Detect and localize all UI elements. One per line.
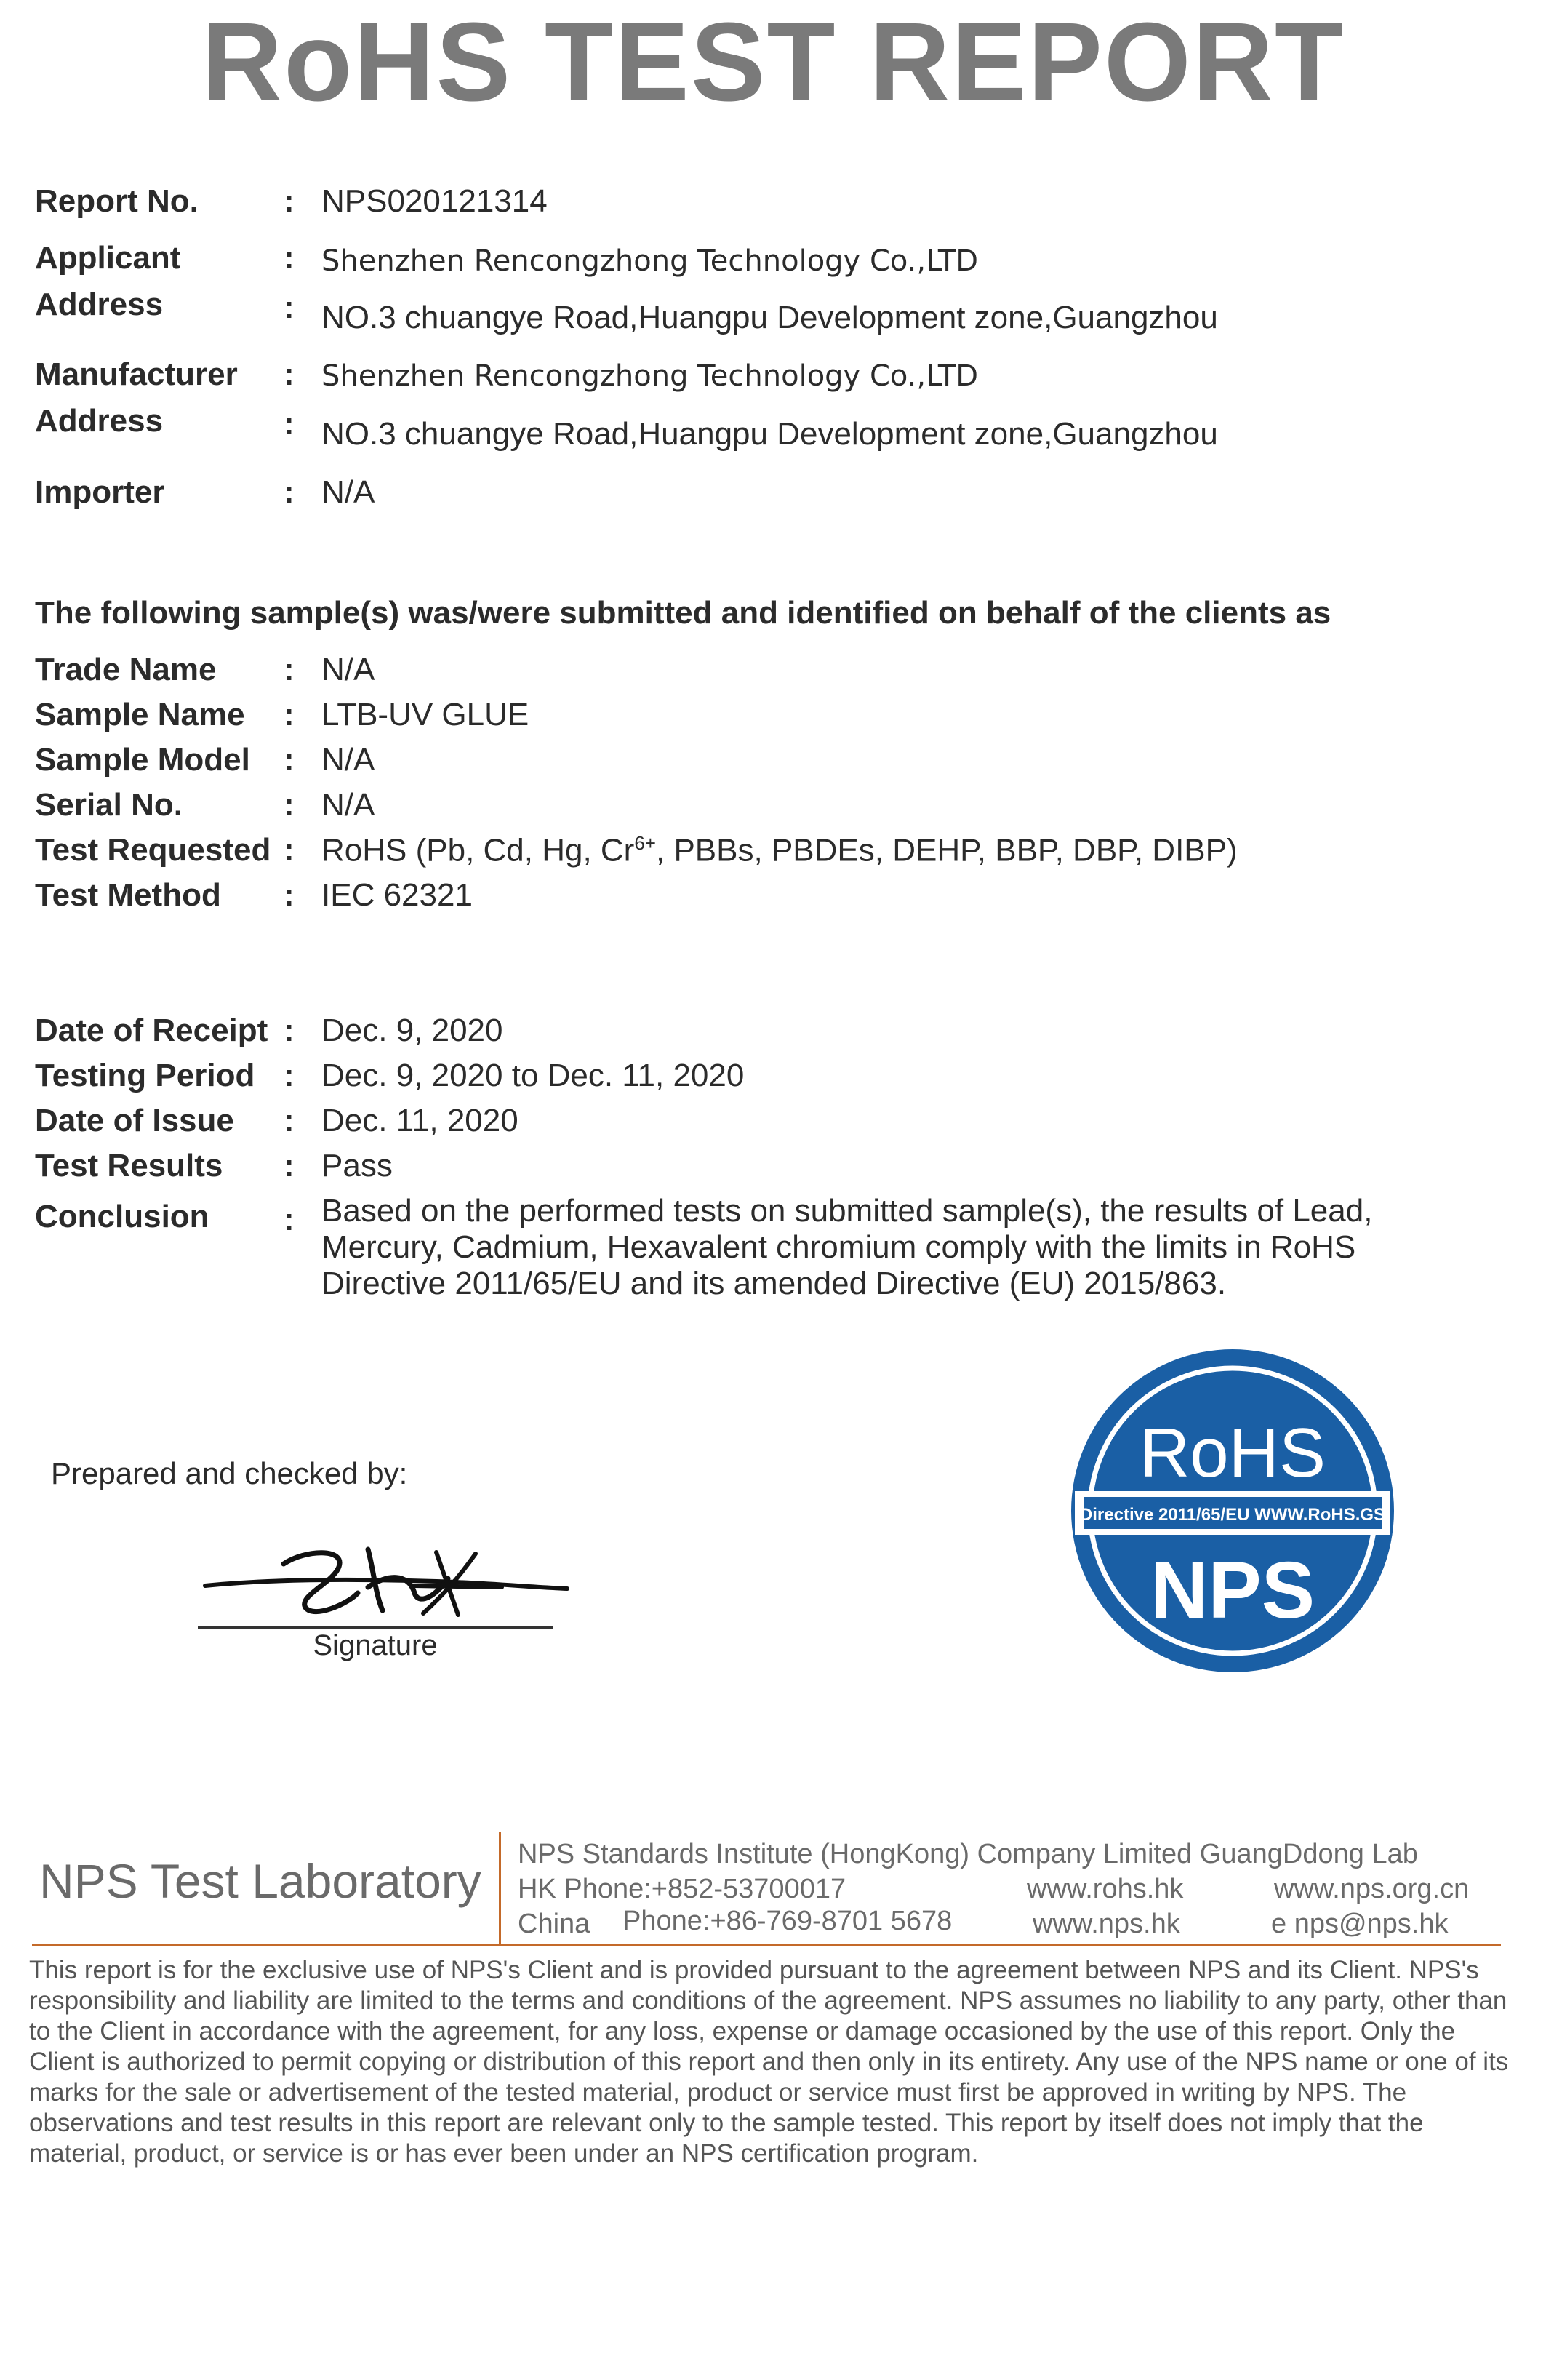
footer-rule	[32, 1944, 1501, 1946]
report-title: RoHS TEST REPORT	[201, 0, 1345, 124]
footer-china-phone: Phone:+86-769-8701 5678	[622, 1906, 953, 1936]
trade-name-label: Trade Name	[35, 652, 217, 687]
footer-divider	[499, 1832, 501, 1946]
colon: :	[284, 240, 295, 276]
seal-rohs-text: RoHS	[1139, 1414, 1326, 1492]
report-no-value: NPS020121314	[321, 183, 548, 219]
report-no-label: Report No.	[35, 183, 199, 219]
signature-image	[196, 1535, 574, 1629]
footer-hk-phone: HK Phone:+852-53700017	[518, 1874, 846, 1904]
rohs-seal-logo	[1069, 1347, 1396, 1674]
test-requested-label: Test Requested	[35, 832, 271, 868]
test-requested-text-rest: , PBBs, PBDEs, DEHP, BBP, DBP, DIBP)	[656, 832, 1238, 868]
test-method-value: IEC 62321	[321, 877, 473, 913]
colon: :	[284, 474, 295, 510]
colon: :	[284, 832, 295, 868]
disclaimer-text: This report is for the exclusive use of NPS's Client and is provided pursuant to the agreement between NPS and its Client. NPS's responsibility and liability are limited to the terms and conditions of the agreement. NPS assumes no liability to any party, other than to the Client in accordance with the agreement, for any loss, expense or damage occasioned by the use of this report. Only the Client is authorized to permit copying or distribution of this report and then only in its entirety. Any use of the NPS name or one of its marks for the sale or advertisement of the tested material, product or service must first be approved in writing by NPS. The observations and test results in this report are relevant only to the sample tested. This report by itself does not imply that the material, product, or service is or has ever been under an NPS certification program.	[29, 1956, 1509, 2168]
test-results-label: Test Results	[35, 1148, 223, 1183]
seal-directive-text: Directive 2011/65/EU WWW.RoHS.GS	[1079, 1505, 1386, 1525]
date-of-receipt-value: Dec. 9, 2020	[321, 1013, 503, 1048]
footer-china-web[interactable]: www.nps.hk	[1033, 1909, 1180, 1939]
prepared-by-label: Prepared and checked by:	[51, 1456, 408, 1490]
colon: :	[284, 1148, 295, 1183]
sample-model-value: N/A	[321, 742, 375, 778]
lab-name: NPS Test Laboratory	[39, 1854, 481, 1908]
sample-name-value: LTB-UV GLUE	[321, 697, 529, 732]
signature-line	[198, 1626, 553, 1629]
date-of-receipt-label: Date of Receipt	[35, 1013, 268, 1048]
footer-institute-line: NPS Standards Institute (HongKong) Company Limited GuangDdong Lab	[518, 1839, 1418, 1869]
colon: :	[284, 1058, 295, 1093]
importer-label: Importer	[35, 474, 165, 510]
colon: :	[284, 787, 295, 823]
serial-no-label: Serial No.	[35, 787, 183, 823]
date-of-issue-value: Dec. 11, 2020	[321, 1103, 518, 1138]
chromium-valence: 6+	[634, 832, 656, 854]
test-requested-text: RoHS (Pb, Cd, Hg, Cr	[321, 832, 635, 868]
colon: :	[284, 289, 295, 325]
manufacturer-address-label: Address	[35, 403, 164, 439]
sample-name-label: Sample Name	[35, 697, 245, 732]
colon: :	[284, 1202, 295, 1237]
applicant-address-label: Address	[35, 287, 164, 322]
date-of-issue-label: Date of Issue	[35, 1103, 234, 1138]
sample-section-heading: The following sample(s) was/were submitted and identified on behalf of the clients as	[35, 595, 1331, 631]
footer-email[interactable]: e nps@nps.hk	[1271, 1909, 1449, 1939]
seal-nps-text: NPS	[1150, 1546, 1315, 1635]
testing-period-label: Testing Period	[35, 1058, 255, 1093]
conclusion-label: Conclusion	[35, 1199, 209, 1234]
footer-hk-web2[interactable]: www.nps.org.cn	[1274, 1874, 1470, 1904]
test-results-value: Pass	[321, 1148, 393, 1183]
colon: :	[284, 877, 295, 913]
applicant-label: Applicant	[35, 240, 181, 276]
signature-caption: Signature	[313, 1629, 438, 1661]
manufacturer-label: Manufacturer	[35, 356, 238, 392]
manufacturer-address-value: NO.3 chuangye Road,Huangpu Development zone,Guangzhou	[321, 416, 1218, 452]
serial-no-value: N/A	[321, 787, 375, 823]
footer-hk-web[interactable]: www.rohs.hk	[1027, 1874, 1184, 1904]
colon: :	[284, 183, 295, 219]
colon: :	[284, 1013, 295, 1048]
manufacturer-value: Shenzhen Rencongzhong Technology Co.,LTD	[321, 359, 979, 393]
testing-period-value: Dec. 9, 2020 to Dec. 11, 2020	[321, 1058, 745, 1093]
colon: :	[284, 1103, 295, 1138]
footer-china-label: China	[518, 1909, 590, 1939]
conclusion-value: Based on the performed tests on submitted sample(s), the results of Lead, Mercury, Cadmium, Hexavalent chromium comply with the limits in RoHS Directive 2011/65/EU and its amended Directive (EU) 2015/863.	[321, 1193, 1373, 1301]
colon: :	[284, 697, 295, 732]
sample-model-label: Sample Model	[35, 742, 250, 778]
colon: :	[284, 652, 295, 687]
colon: :	[284, 356, 295, 392]
applicant-value: Shenzhen Rencongzhong Technology Co.,LTD	[321, 244, 979, 278]
applicant-address-value: NO.3 chuangye Road,Huangpu Development zone,Guangzhou	[321, 300, 1218, 335]
test-method-label: Test Method	[35, 877, 221, 913]
trade-name-value: N/A	[321, 652, 375, 687]
importer-value: N/A	[321, 474, 375, 510]
colon: :	[284, 406, 295, 442]
colon: :	[284, 742, 295, 778]
test-requested-value	[321, 832, 1238, 869]
